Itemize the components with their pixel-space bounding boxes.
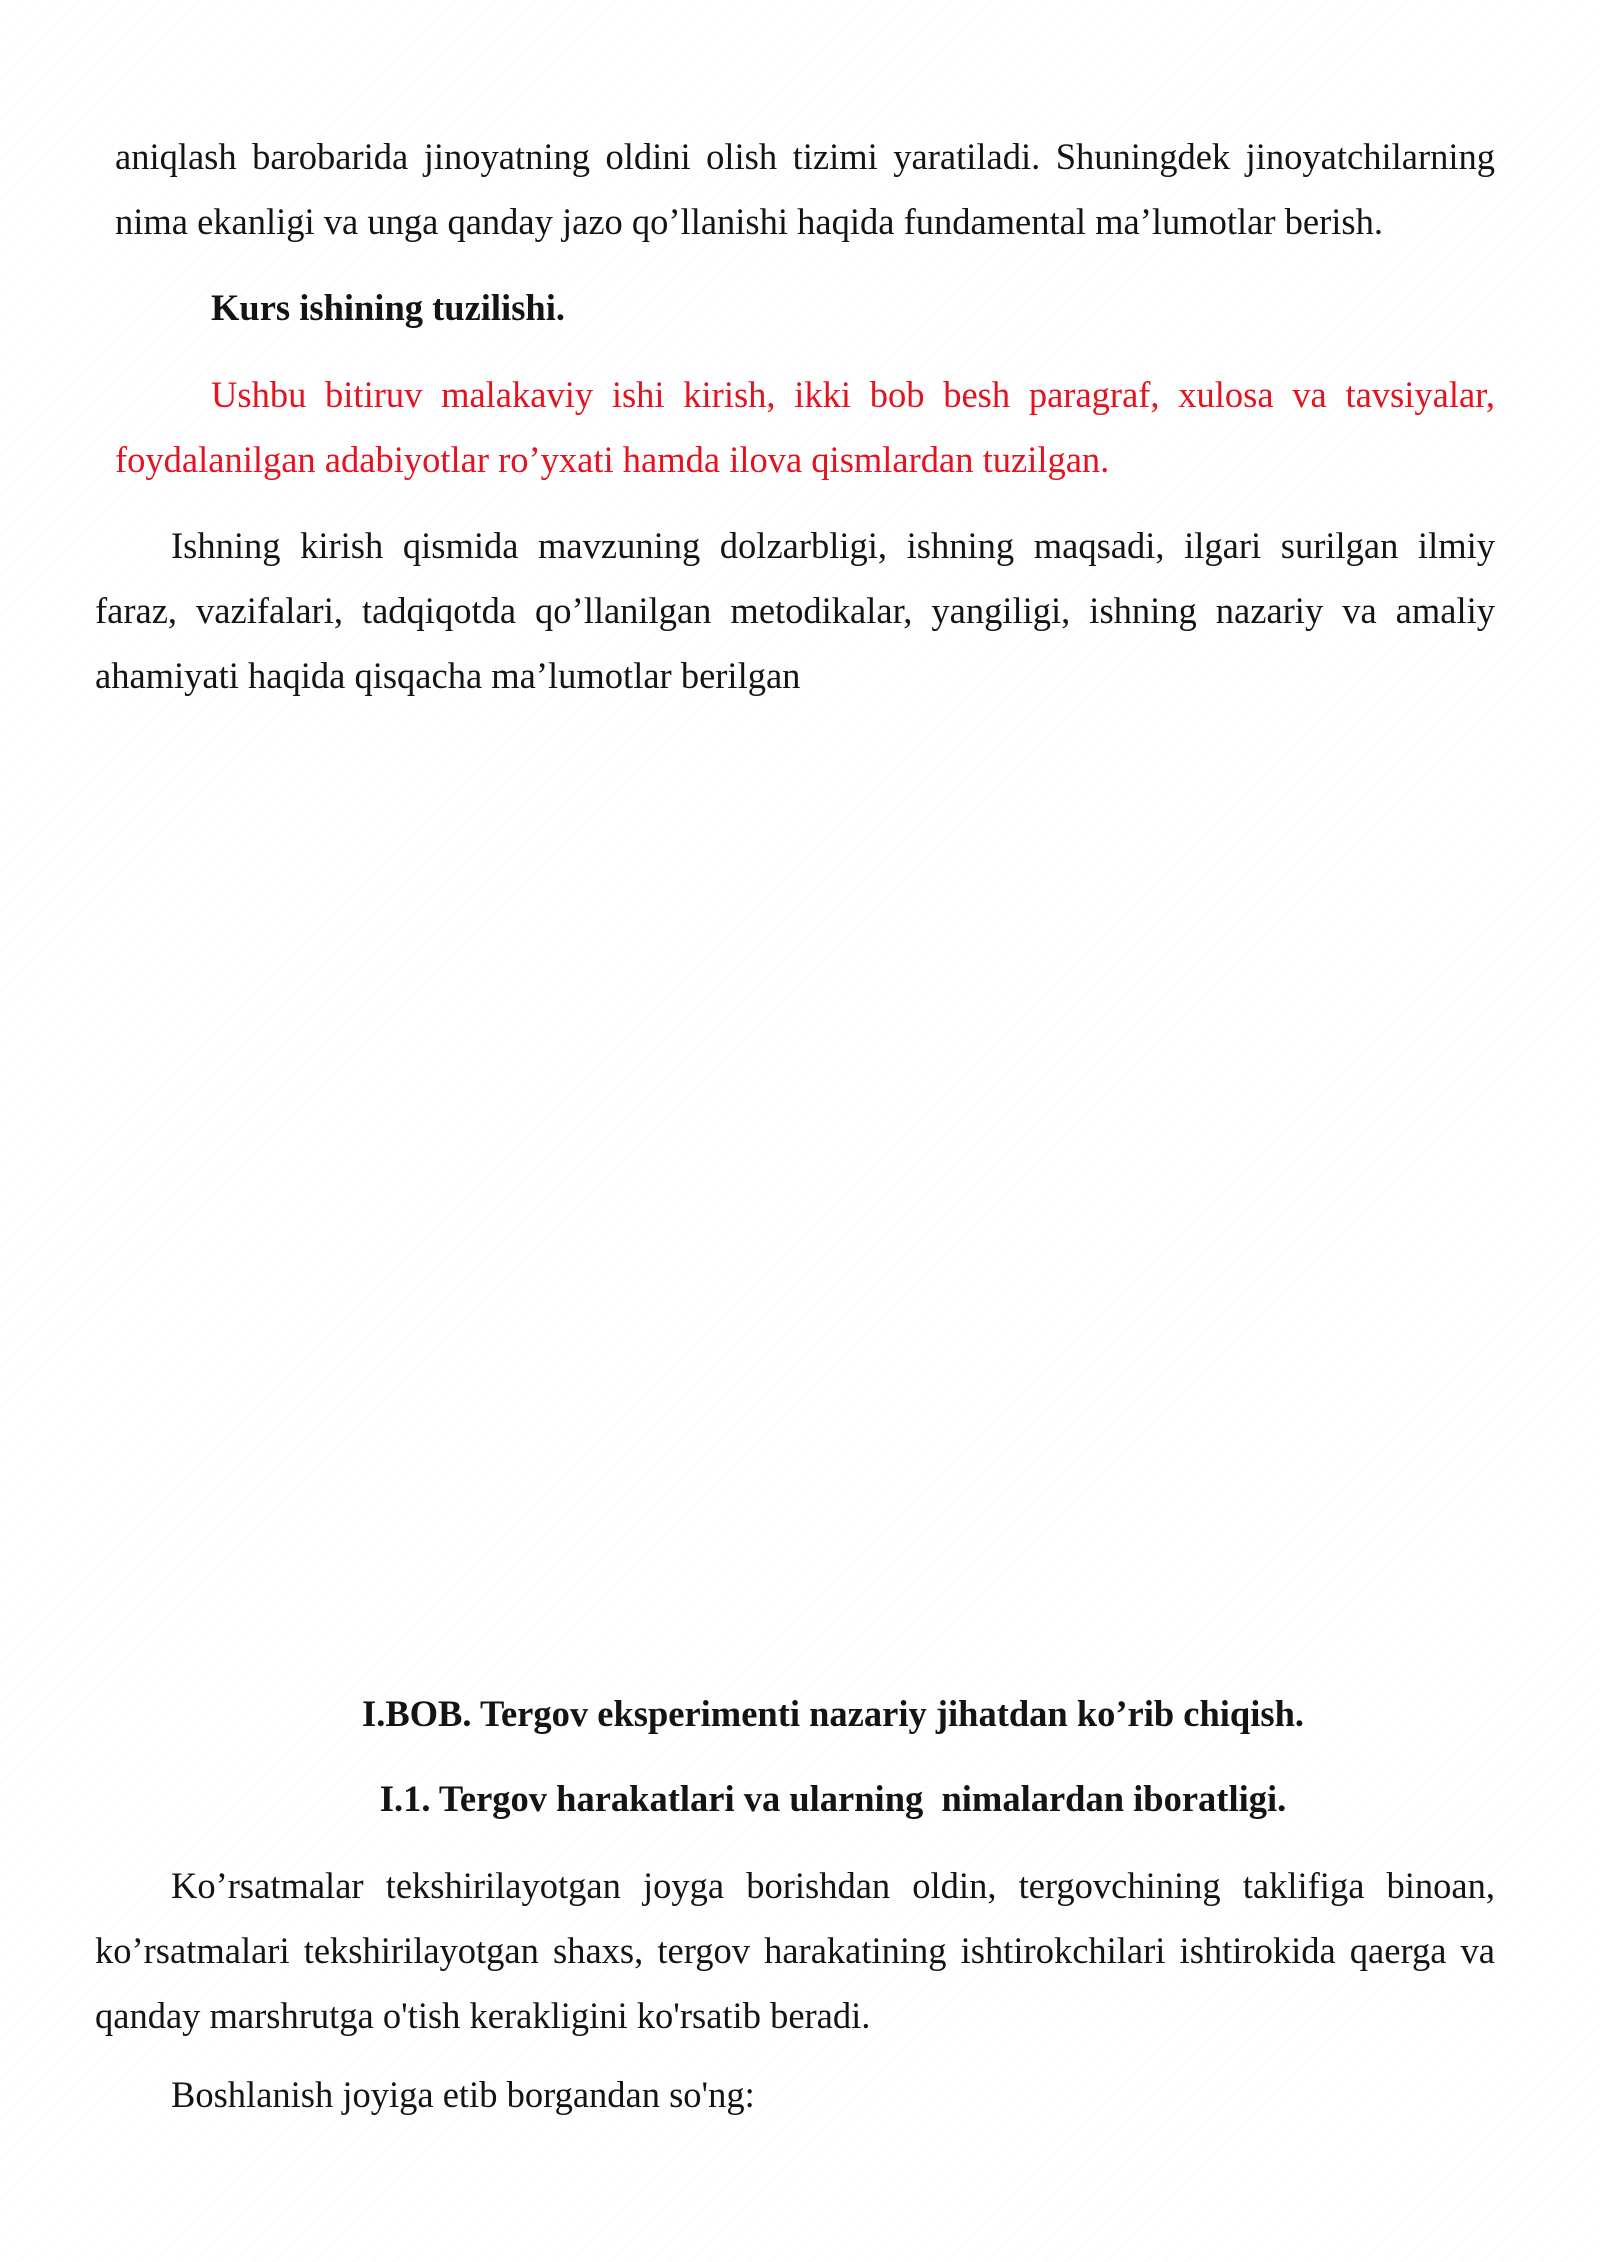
chapter-title xyxy=(95,1681,1495,1746)
next-paragraph xyxy=(171,2062,1495,2127)
paragraph-line: ahamiyati haqida qisqacha ma’lumotlar berilgan xyxy=(95,655,801,696)
structure-heading xyxy=(211,275,1495,340)
paragraph-line: foydalanilgan adabiyotlar ro’yxati hamda ilova qismlardan tuzilgan. xyxy=(115,439,1110,480)
paragraph-line: aniqlash barobarida jinoyatning oldini olish tizimi yaratiladi. Shuningdek jinoyatchilarning xyxy=(115,136,1495,177)
paragraph-line: Boshlanish joyiga etib borgandan so'ng: xyxy=(171,2074,755,2115)
paragraph-line: nima ekanligi va unga qanday jazo qo’llanishi haqida fundamental ma’lumotlar berish. xyxy=(115,201,1383,242)
paragraph-line: faraz, vazifalari, tadqiqotda qo’llanilgan metodikalar, yangiligi, ishning nazariy va amaliy xyxy=(95,590,1495,631)
intro-paragraph xyxy=(115,124,1495,254)
chapter-title-text: I.BOB. Tergov eksperimenti nazariy jihatdan ko’rib chiqish. xyxy=(361,1693,1304,1734)
paragraph-line: Ishning kirish qismida mavzuning dolzarbligi, ishning maqsadi, ilgari surilgan ilmiy xyxy=(171,525,1495,566)
structure-intro-paragraph xyxy=(95,513,1495,708)
heading-text: Kurs ishining tuzilishi. xyxy=(211,287,565,328)
paragraph-line: qanday marshrutga o'tish kerakligini ko'rsatib beradi. xyxy=(95,1995,871,2036)
section-title-text: I.1. Tergov harakatlari va ularning nimalardan iboratligi. xyxy=(379,1778,1287,1819)
paragraph-line: Ushbu bitiruv malakaviy ishi kirish, ikki bob besh paragraf, xulosa va tavsiyalar, xyxy=(211,374,1495,415)
section-title xyxy=(95,1766,1495,1831)
section-body-paragraph xyxy=(95,1853,1495,2048)
paragraph-line: Ko’rsatmalar tekshirilayotgan joyga borishdan oldin, tergovchining taklifiga binoan, xyxy=(171,1865,1495,1906)
paragraph-line: ko’rsatmalari tekshirilayotgan shaxs, tergov harakatining ishtirokchilari ishtirokida qaerga va xyxy=(95,1930,1495,1971)
structure-summary-paragraph xyxy=(115,362,1495,492)
